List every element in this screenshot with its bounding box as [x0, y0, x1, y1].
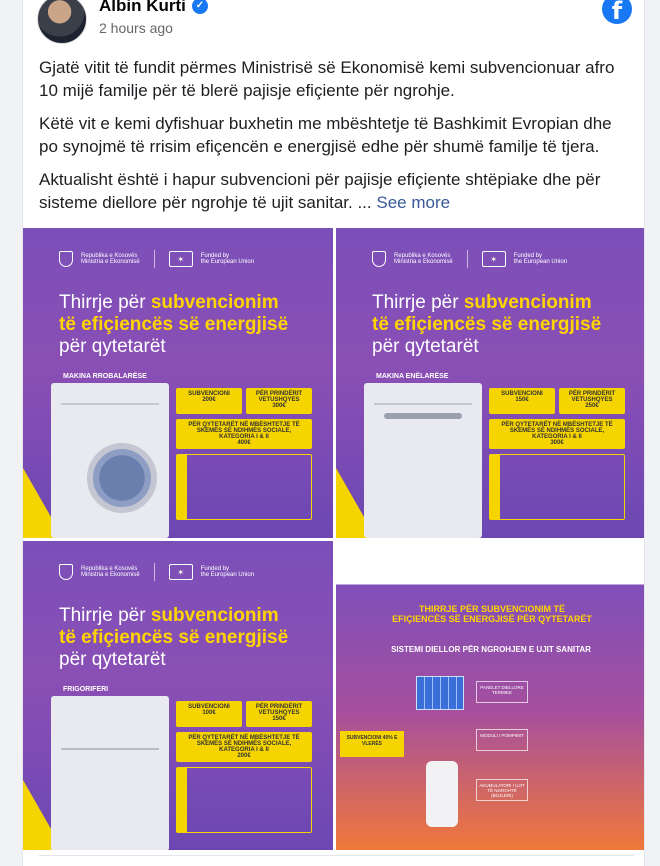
kosovo-seal-icon [59, 251, 73, 267]
post-footer-divider [39, 855, 634, 866]
verified-icon: ✓ [192, 0, 208, 14]
post-paragraph-3 [39, 168, 634, 214]
author-name-text[interactable]: Albin Kurti [99, 0, 186, 15]
poster-title: Thirrje për subvencionim të efiçiencës së energjisë për qytetarët [372, 292, 602, 357]
criteria-box [489, 454, 625, 520]
poster-header: Republika e Kosovës Ministria e Ekonomisë ✶ Funded by the European Union [59, 563, 254, 581]
appliance-label: FRIGORIFERI [63, 686, 109, 693]
panels-label: PANELET DIELLORE TERMIKE [476, 681, 528, 703]
facebook-logo-icon[interactable]: f [602, 0, 632, 24]
appliance-label: MAKINA ENËLARËSE [376, 373, 449, 380]
eu-flag-icon: ✶ [169, 564, 193, 580]
post-card [22, 0, 645, 866]
eu-flag-icon: ✶ [482, 251, 506, 267]
poster-title: Thirrje për subvencionim të efiçiencës së energjisë për qytetarët [59, 292, 289, 357]
single-parent-box: PËR PRINDËRIT VETUSHQYES 150€ [246, 701, 312, 727]
poster-header [59, 250, 254, 268]
solar-panel-icon [416, 676, 464, 710]
single-parent-box: PËR PRINDËRIT VETUSHQYES 250€ [559, 388, 625, 414]
poster-solar-system[interactable] [336, 541, 645, 850]
poster-dishwasher[interactable] [336, 228, 645, 538]
washing-machine-illustration [51, 383, 169, 538]
image-grid [23, 228, 645, 850]
fridge-illustration [51, 696, 169, 850]
social-box: PËR QYTETARËT NË MBËSHTETJE TË SKEMËS SË NDIHMËS SOCIALE, KATEGORIA I & II 200€ [176, 732, 312, 762]
module-label: MODULI I POMPIMIT [476, 729, 528, 751]
see-more-link[interactable]: See more [376, 193, 451, 212]
subsidy-box: SUBVENCIONI 150€ [489, 388, 555, 414]
kosovo-seal-icon [372, 251, 386, 267]
solar-subtitle: SISTEMI DIELLOR PËR NGROHJEN E UJIT SANITAR [391, 645, 591, 654]
post-paragraph-1: Gjatë vitit të fundit përmes Ministrisë së Ekonomisë kemi subvencionuar afro 10 mijë familje për të blerë pajisje efiçiente për ngrohje. [39, 58, 615, 100]
poster-fridge[interactable] [23, 541, 333, 850]
social-box: PËR QYTETARËT NË MBËSHTETJE TË SKEMËS SË NDIHMËS SOCIALE, KATEGORIA I & II 400€ [176, 419, 312, 449]
water-tank-icon [426, 761, 458, 827]
criteria-box [176, 767, 312, 833]
social-box: PËR QYTETARËT NË MBËSHTETJE TË SKEMËS SË NDIHMËS SOCIALE, KATEGORIA I & II 300€ [489, 419, 625, 449]
republic-label: Republika e Kosovës [81, 253, 138, 259]
solar-subsidy-box: SUBVENCIONI 40% E VLERËS [340, 731, 404, 757]
poster-header: Republika e Kosovës Ministria e Ekonomisë ✶ Funded by the European Union [372, 250, 567, 268]
subsidy-box: SUBVENCIONI 100€ [176, 701, 242, 727]
post-header [37, 0, 632, 44]
poster-washing-machine[interactable] [23, 228, 333, 538]
ministry-label: Ministria e Ekonomisë [81, 259, 140, 265]
funded-label: Funded by [200, 253, 230, 259]
kosovo-seal-icon [59, 564, 73, 580]
post-paragraph-2: Këtë vit e kemi dyfishuar buxhetin me mbështetje të Bashkimit Evropian dhe po synojmë të rrisim efiçencën e energjisë edhe për shumë familje të tjera. [39, 114, 612, 156]
post-time[interactable]: 2 hours ago [99, 20, 173, 36]
subsidy-box: SUBVENCIONI 200€ [176, 388, 242, 414]
tank-label: AKUMULATORI I UJIT TË NGROHTË (BOJLERI) [476, 779, 528, 801]
eu-flag-icon: ✶ [169, 251, 193, 267]
poster-title: Thirrje për subvencionim të efiçiencës së energjisë për qytetarët [59, 605, 289, 670]
appliance-label: MAKINA RROBALARËSE [63, 373, 147, 380]
dishwasher-illustration [364, 383, 482, 538]
solar-title: THIRRJE PËR SUBVENCIONIM TË EFIÇIENCËS SË ENERGJISË PËR QYTETARËT [392, 604, 592, 624]
author-name[interactable] [99, 0, 208, 16]
eu-label: the European Union [200, 259, 255, 265]
post-text [39, 56, 634, 224]
avatar[interactable] [37, 0, 87, 44]
criteria-box [176, 454, 312, 520]
single-parent-box: PËR PRINDËRIT VETUSHQYES 300€ [246, 388, 312, 414]
post-paragraph-3-text: Aktualisht është i hapur subvencioni për pajisje efiçiente shtëpiake dhe për sisteme diellore për ngrohje të ujit sanitar. ... [39, 170, 601, 212]
